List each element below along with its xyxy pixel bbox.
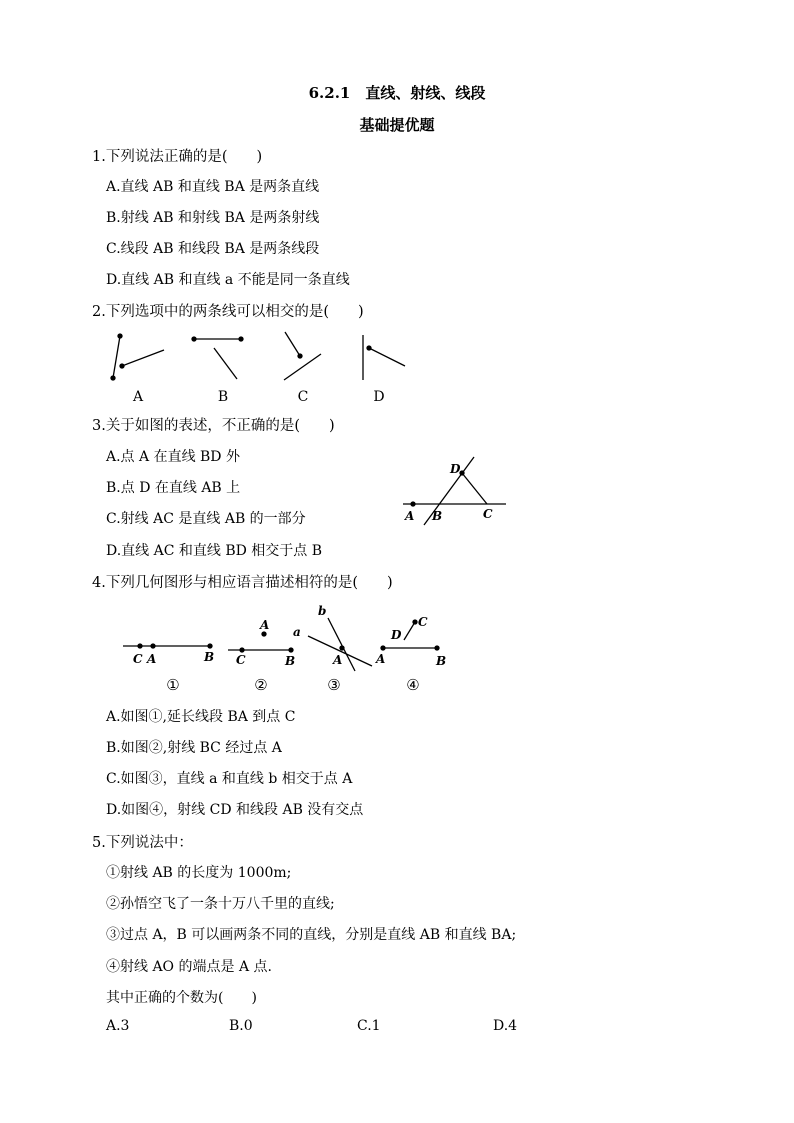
q4-option-c: C.如图③，直线 a 和直线 b 相交于点 A: [106, 771, 353, 787]
q1-option-a: A.直线 AB 和直线 BA 是两条直线: [106, 179, 320, 195]
q4-f3-b: b: [318, 604, 327, 618]
q3-option-c: C.射线 AC 是直线 AB 的一部分: [106, 511, 306, 527]
page-title: 6.2.1 直线、射线、线段: [308, 84, 486, 102]
q5-item-1: ①射线 AB 的长度为 1000m;: [106, 865, 292, 881]
q4-option-d: D.如图④，射线 CD 和线段 AB 没有交点: [106, 802, 364, 818]
q1-option-b: B.射线 AB 和射线 BA 是两条射线: [106, 210, 320, 226]
q4-f3-a-line: a: [293, 625, 301, 639]
q1-option-c: C.线段 AB 和线段 BA 是两条线段: [106, 241, 320, 257]
q2-a-dot: [118, 334, 122, 338]
q5-stem: 5.下列说法中：: [92, 835, 193, 851]
page-subtitle: 基础提优题: [359, 116, 435, 134]
q4-f2-c: C: [236, 653, 246, 667]
q4-f4-c: C: [418, 615, 428, 629]
q5-item-4: ④射线 AO 的端点是 A 点.: [106, 959, 272, 975]
q2-figure: [100, 328, 420, 408]
q4-f1-a: A: [147, 652, 157, 666]
q2-label-c: C: [297, 389, 309, 405]
q4-stem: 4.下列几何图形与相应语言描述相符的是( ): [92, 575, 393, 591]
q4-option-a: A.如图①,延长线段 BA 到点 C: [106, 709, 296, 725]
q2-label-b: B: [217, 389, 229, 405]
q5-item-2: ②孙悟空飞了一条十万八千里的直线;: [106, 896, 335, 912]
q2-a-line-2: [122, 350, 164, 366]
q5-choice-d: D.4: [493, 1018, 518, 1034]
q2-a-line-1: [113, 336, 120, 378]
q2-stem: 2.下列选项中的两条线可以相交的是( ): [92, 304, 364, 320]
q2-d-line-2: [369, 348, 405, 366]
q1-stem: 1.下列说法正确的是( ): [92, 149, 263, 165]
q4-f4-b: B: [436, 654, 447, 668]
q4-fig-num-4: ④: [406, 676, 420, 694]
q3-option-b: B.点 D 在直线 AB 上: [106, 480, 241, 496]
q5-ask: 其中正确的个数为( ): [106, 990, 257, 1006]
q3-option-a: A.点 A 在直线 BD 外: [106, 449, 240, 465]
q5-choice-c: C.1: [357, 1018, 381, 1034]
q5-choice-b: B.0: [229, 1018, 253, 1034]
q3-option-d: D.直线 AC 和直线 BD 相交于点 B: [106, 543, 323, 559]
q4-fig-num-2: ②: [254, 676, 268, 694]
q2-c-line-1: [285, 332, 300, 356]
q4-figure: [115, 602, 465, 694]
q4-f1-b: B: [204, 650, 215, 664]
q4-f2-a: A: [260, 618, 270, 632]
q3-segment-dc: [462, 473, 487, 504]
q3-figure: [395, 452, 515, 532]
q2-label-a: A: [132, 389, 144, 405]
q4-f4-ray: [404, 622, 415, 640]
q4-f4-a: A: [376, 652, 386, 666]
q3-stem: 3.关于如图的表述，不正确的是( ): [92, 418, 335, 434]
q1-option-d: D.直线 AB 和直线 a 不能是同一条直线: [106, 272, 350, 288]
q4-f4-d: D: [391, 628, 402, 642]
q2-c-line-2: [284, 354, 321, 380]
q3-point-a: [411, 502, 415, 506]
q2-label-d: D: [373, 389, 385, 405]
q4-fig-num-3: ③: [327, 676, 341, 694]
q3-point-d: [460, 471, 464, 475]
q4-fig-num-1: ①: [166, 676, 180, 694]
q4-option-b: B.如图②,射线 BC 经过点 A: [106, 740, 282, 756]
q5-item-3: ③过点 A，B 可以画两条不同的直线，分别是直线 AB 和直线 BA;: [106, 927, 517, 943]
q3-label-a: A: [405, 509, 415, 523]
q5-choice-a: A.3: [106, 1018, 130, 1034]
q3-label-d: D: [450, 462, 461, 476]
q4-f1-c: C: [133, 652, 143, 666]
q3-label-b: B: [432, 509, 443, 523]
q4-f3-point-a: A: [333, 653, 343, 667]
q2-b-line-2: [214, 348, 237, 379]
q3-label-c: C: [483, 507, 493, 521]
q4-f2-b: B: [285, 654, 296, 668]
